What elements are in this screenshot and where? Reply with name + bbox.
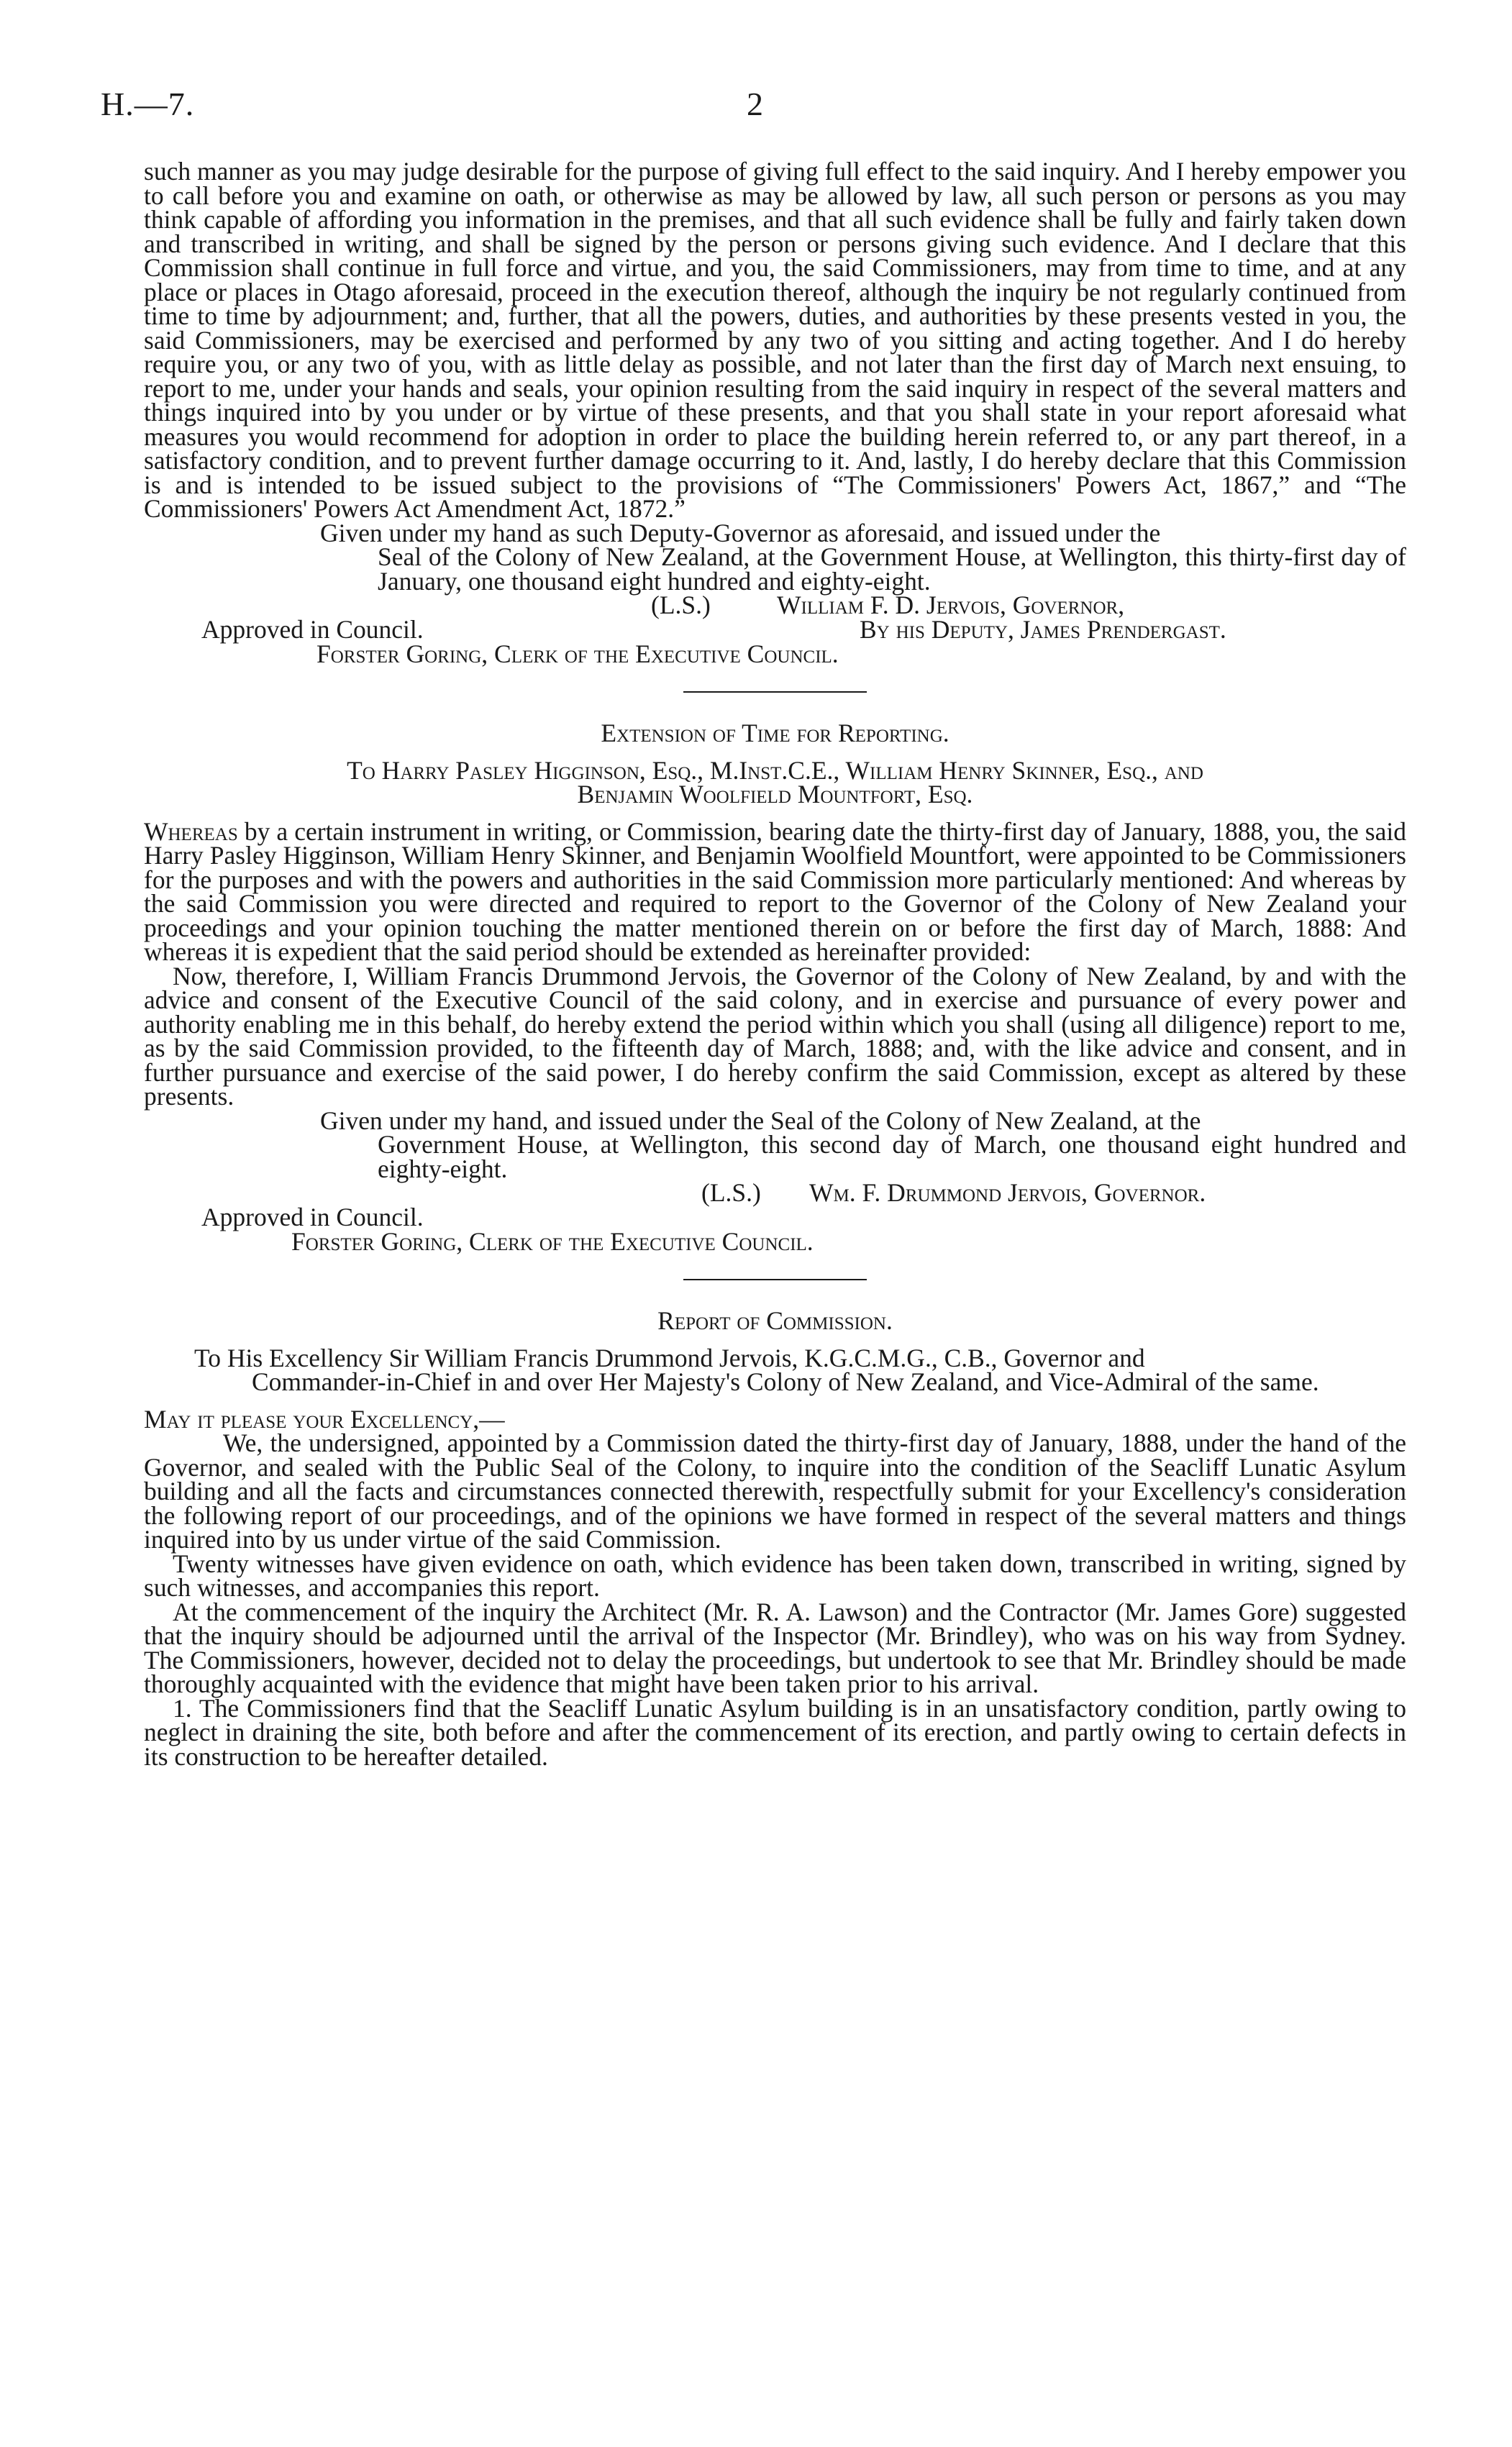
extension-addressee-line1: To Harry Pasley Higginson, Esq., M.Inst.C.E., William Henry Skinner, Esq., and — [347, 755, 1203, 785]
extension-given-clause — [320, 1106, 1406, 1183]
extension-governor-signature: Wm. F. Drummond Jervois, Governor. — [809, 1178, 1206, 1207]
extension-addressee-line2: Benjamin Woolfield Mountfort, Esq. — [577, 780, 973, 808]
extension-addressee — [144, 755, 1406, 808]
extension-now-therefore: Now, therefore, I, William Francis Drummond Jervois, the Governor of the Colony of New Zealand, by and with the advice and consent of the Executive Council of the said colony, and in exercise and pursuance of every power and authority enabling me in this behalf, do hereby extend the period within which you shall (using all diligence) report to me, as by the said Commission provided, to the fifteenth day of March, 1888; and, with the like advice and consent, and in further pursuance and exercise of the said power, I do hereby confirm the said Commission, except as altered by these presents. — [144, 961, 1406, 1111]
extension-title: Extension of Time for Reporting. — [601, 719, 949, 747]
extension-approval-line — [144, 1203, 1406, 1231]
commission-body: such manner as you may judge desirable for the purpose of giving full effect to the said inquiry. And I hereby empower you to call before you and examine on oath, or otherwise as may be allowed by law, all such person or persons as you may think capable of affording you information in the premises, and that all such evidence shall be fully and fairly taken down and transcribed in writing, and shall be signed by the person or persons giving such evidence. And I declare that this Commission shall continue in full force and virtue, and you, the said Commissioners, may from time to time, and at any place or places in Otago aforesaid, proceed in the execution thereof, although the inquiry be not regularly continued from time to time by adjournment; and, further, that all the powers, duties, and authorities by these presents vested in you, the said Commissioners, may be exercised and performed by any two of you sitting and acting together. And I do hereby require you, or any two of you, with as little delay as possible, and not later than the first day of March next ensuing, to report to me, under your hands and seals, your opinion resulting from the said inquiry in respect of the several matters and things inquired into by you under or by virtue of these presents, and that you shall state in your report aforesaid what measures you would recommend for adoption in order to place the building herein referred to, or any part thereof, in a satisfactory condition, and to prevent further damage occurring to it. And, lastly, I do hereby declare that this Commission is and is intended to be issued subject to the provisions of “The Commissioners' Powers Act, 1867,” and “The Commissioners' Powers Act Amendment Act, 1872.” — [144, 157, 1406, 523]
report-paragraph-3: At the commencement of the inquiry the Architect (Mr. R. A. Lawson) and the Contractor (Mr. James Gore) suggested that the inquiry should be adjourned until the arrival of the Inspector (Mr. Brindley), who was on his way from Sydney. The Commissioners, however, decided not to delay the proceedings, but undertook to see that Mr. Brindley should be made thoroughly acquainted with the evidence that might have been taken prior to his arrival. — [144, 1597, 1406, 1698]
commission-clerk-line — [144, 639, 1406, 668]
commission-given-clause — [320, 518, 1406, 596]
report-salutation: May it please your Excellency,— — [144, 1404, 505, 1434]
commission-given-rest: Seal of the Colony of New Zealand, at the Government House, at Wellington, this thirty-first day of January, one thousand eight hundred and eighty-eight. — [378, 542, 1406, 596]
page-number: 2 — [747, 86, 763, 122]
commission-deputy-signature: By his Deputy, James Prendergast. — [860, 615, 1226, 644]
commission-approval-line — [144, 615, 1406, 644]
extension-given-rest: Government House, at Wellington, this second day of March, one thousand eight hundred and eighty-eight. — [378, 1130, 1406, 1183]
report-paragraph-4: 1. The Commissioners find that the Seacliff Lunatic Asylum building is in an unsatisfactory condition, partly owing to neglect in draining the site, both before and after the commencement of its erection, and partly owing to certain defects in its construction to be hereafter detailed. — [144, 1693, 1406, 1771]
commission-seal: (L.S.) — [651, 591, 711, 619]
report-title: Report of Commission. — [657, 1306, 893, 1335]
commission-given-first: Given under my hand as such Deputy-Governor as aforesaid, and issued under the — [320, 518, 1161, 547]
extension-whereas-body: by a certain instrument in writing, or Commission, bearing date the thirty-first day of January, 1888, you, the said Harry Pasley Higginson, William Henry Skinner, and Benjamin Woolfield Mountfort, were appointed to be Commissioners for the purposes and with the powers and authorities in the said Commission more particularly mentioned: And whereas by the said Commission you were directed and required to report to the Governor of the Colony of New Zealand your proceedings and your opinion touching the matter mentioned therein on or before the first day of March, 1888: And whereas it is expedient that the said period should be extended as hereinafter provided: — [144, 816, 1406, 966]
extension-seal-line — [144, 1178, 1406, 1207]
extension-clerk-line — [144, 1227, 1406, 1256]
extension-whereas-paragraph — [144, 816, 1406, 966]
report-addressee — [194, 1343, 1406, 1396]
commission-clerk: Forster Goring, Clerk of the Executive Council. — [316, 639, 839, 668]
extension-given-first: Given under my hand, and issued under the Seal of the Colony of New Zealand, at the — [320, 1106, 1201, 1135]
extension-approved: Approved in Council. — [201, 1203, 424, 1231]
report-addressee-rest: Commander-in-Chief in and over Her Majesty's Colony of New Zealand, and Vice-Admiral of the same. — [252, 1367, 1319, 1396]
extension-clerk: Forster Goring, Clerk of the Executive Council. — [291, 1227, 814, 1256]
extension-whereas-word: Whereas — [144, 816, 238, 846]
report-paragraph-1: We, the undersigned, appointed by a Commission dated the thirty-first day of January, 1888, under the hand of the Governor, and sealed with the Public Seal of the Colony, to inquire into the condition of the Seacliff Lunatic Asylum building and all the facts and circumstances connected therewith, respectfully submit for your Excellency's consideration the following report of our proceedings, and of the opinions we have formed in respect of the several matters and things inquired into by us under virtue of the said Commission. — [144, 1428, 1406, 1554]
extension-seal: (L.S.) — [701, 1178, 761, 1207]
document-reference: H.—7. — [101, 86, 195, 122]
commission-seal-line — [144, 593, 1406, 618]
commission-governor-signature: William F. D. Jervois, Governor, — [777, 591, 1125, 619]
commission-approved: Approved in Council. — [201, 615, 424, 644]
report-addressee-first: To His Excellency Sir William Francis Drummond Jervois, K.G.C.M.G., C.B., Governor and — [194, 1343, 1145, 1372]
document-body — [144, 157, 1406, 1771]
report-paragraph-2: Twenty witnesses have given evidence on oath, which evidence has been taken down, transcribed in writing, signed by such witnesses, and accompanies this report. — [144, 1549, 1406, 1602]
